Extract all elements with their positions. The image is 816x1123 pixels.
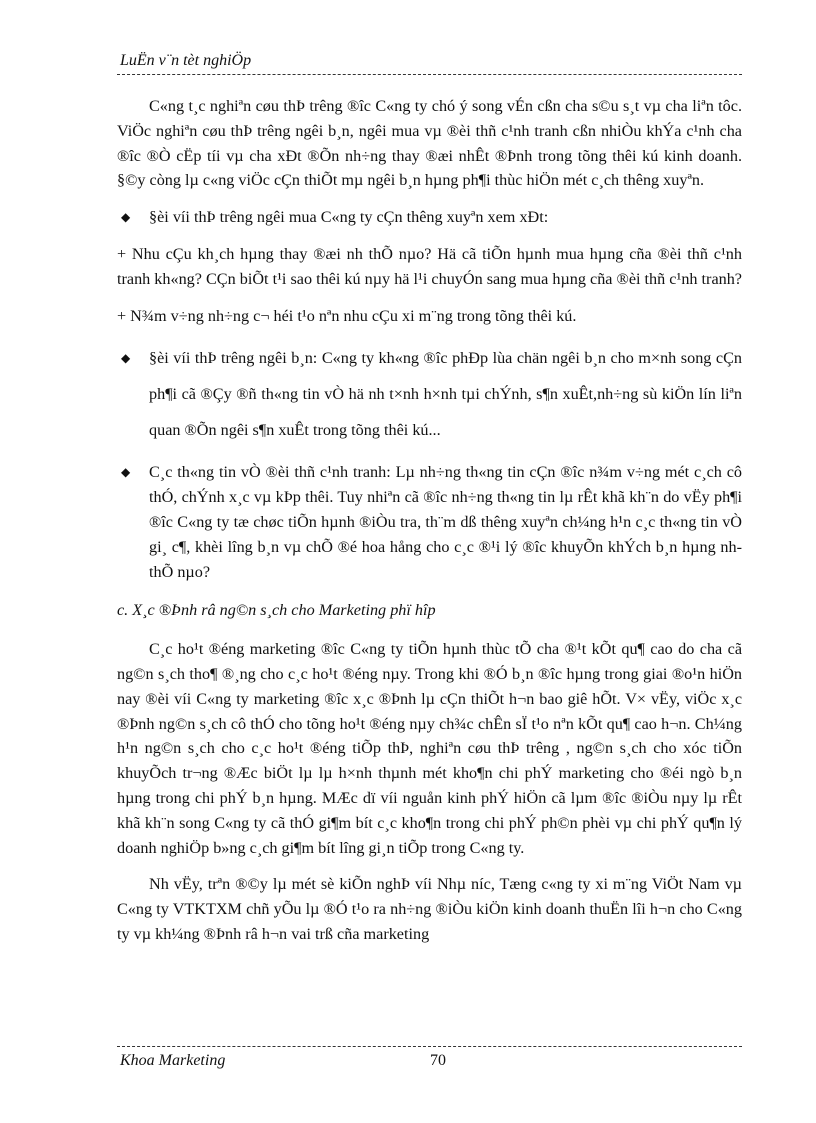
bullet-sellers-market (117, 340, 742, 448)
paragraph-recommendations: Nh vËy, trªn ®©y lµ mét sè kiÕn nghÞ víi Nhµ níc, Tæng c«ng ty xi m¨ng ViÖt Nam vµ C«ng ty VTKTXM chñ yÕu lµ ®Ó t¹o ra nh÷ng ®iÒu kiÖn kinh doanh thuËn lîi h¬n cho C«ng ty vµ kh¼ng ®Þnh râ h¬n vai trß cña marketing (117, 875, 742, 943)
paragraph-research: C«ng t¸c nghiªn cøu thÞ trêng ®îc C«ng ty chó ý song vÉn cßn cha s©u s¸t vµ cha liªn tôc. ViÖc nghiªn cøu thÞ trêng ngêi b¸n, ngêi mua vµ ®èi thñ c¹nh tranh cßn nhiÒu khÝa c¹nh cha ®îc ®Ò cËp tíi vµ cha xÐt ®Õn nh÷ng thay ®æi nhÊt ®Þnh trong tõng thêi kú kinh doanh. §©y còng lµ c«ng viÖc cÇn thiÕt mµ ngêi b¸n hµng ph¶i thùc hiÖn mét c¸ch thêng xuyªn. (117, 97, 742, 190)
header-rule (117, 74, 742, 75)
bullet-competitor-info (117, 460, 742, 584)
bullet-buyers-market (117, 205, 742, 230)
bullet-text: §èi víi thÞ trêng ngêi mua C«ng ty cÇn thêng xuyªn xem xÐt: (149, 208, 549, 227)
paragraph-opportunities: + N¾m v÷ng nh÷ng c¬ héi t¹o nªn nhu cÇu xi m¨ng trong tõng thêi kú. (117, 306, 577, 325)
bullet-text: §èi víi thÞ trêng ngêi b¸n: C«ng ty kh«ng ®îc phÐp lùa chän ngêi b¸n cho m×nh song cÇn ph¶i cã ®Çy ®ñ th«ng tin vÒ hä nh t×nh h×nh tµi chÝnh, s¶n xuÊt,nh÷ng sù kiÖn lín liªn quan ®Õn ngêi s¶n xuÊt trong tõng thêi kú... (149, 349, 742, 440)
section-heading: c. X¸c ®Þnh râ ng©n s¸ch cho Marketing phï hîp (117, 601, 436, 620)
paragraph-customer-needs: + Nhu cÇu kh¸ch hµng thay ®æi nh thÕ nµo? Hä cã tiÕn hµnh mua hµng cña ®èi thñ c¹nh tranh kh«ng? CÇn biÕt t¹i sao thêi kú nµy hä l¹i chuyÓn sang mua hµng cña ®èi thñ c¹nh tranh? (117, 244, 742, 288)
page-number: 70 (430, 1052, 446, 1069)
bullet-text: C¸c th«ng tin vÒ ®èi thñ c¹nh tranh: Lµ nh÷ng th«ng tin cÇn ®îc n¾m v÷ng mét c¸ch cô thÓ, chÝnh x¸c vµ kÞp thêi. Tuy nhiªn cã ®îc nh÷ng th«ng tin lµ rÊt khã kh¨n do vËy ph¶i ®îc C«ng ty tæ chøc tiÕn hµnh ®iÒu tra, th¨m dß thêng xuyªn ch¼ng h¹n c¸c th«ng tin vÒ gi¸ c¶, khèi lîng b¸n vµ chÕ ®é hoa hång cho c¸c ®¹i lý ®îc khuyÕn khÝch b¸n hµng nh thÕ nµo? (149, 463, 742, 581)
footer-rule (117, 1046, 742, 1047)
page-content (117, 94, 742, 959)
diamond-bullet-icon: ◆ (121, 465, 131, 480)
diamond-bullet-icon: ◆ (121, 210, 131, 225)
footer-department: Khoa Marketing (120, 1052, 226, 1069)
running-header: LuËn v¨n tèt nghiÖp (120, 52, 252, 69)
paragraph-marketing-budget: C¸c ho¹t ®éng marketing ®îc C«ng ty tiÕn hµnh thùc tÕ cha ®¹t kÕt qu¶ cao do cha cã ng©n s¸ch tho¶ ®¸ng cho c¸c ho¹t ®éng nµy. Trong khi ®Ó b¸n ®îc hµng trong giai ®o¹n hiÖn nay ®èi víi C«ng ty marketing ®îc x¸c ®Þnh lµ cÇn thiÕt h¬n bao giê hÕt. V× vËy, viÖc x¸c ®Þnh ng©n s¸ch cô thÓ cho tõng ho¹t ®éng nµy ch¾c chÊn sÏ t¹o nªn kÕt qu¶ cao h¬n. Ch¼ng h¹n ng©n s¸ch cho c¸c ho¹t ®éng tiÕp thÞ, nghiªn cøu thÞ trêng , ng©n s¸ch cho xóc tiÕn khuyÕch tr¬ng ®Æc biÖt lµ lµ h×nh thµnh mét kho¶n chi phÝ marketing cho ®éi ngò b¸n hµng trong chi phÝ b¸n hµng. MÆc dï víi nguån kinh phÝ hiÖn cã lµm ®îc ®iÒu nµy lµ rÊt khã kh¨n song C«ng ty cã thÓ gi¶m bít c¸c kho¶n trong chi phÝ ph©n phèi vµ chi phÝ qu¶n lý doanh nghiÖp b»ng c¸ch gi¶m bít lîng gi¸n tiÕp trong C«ng ty. (117, 640, 742, 857)
diamond-bullet-icon: ◆ (121, 351, 131, 366)
